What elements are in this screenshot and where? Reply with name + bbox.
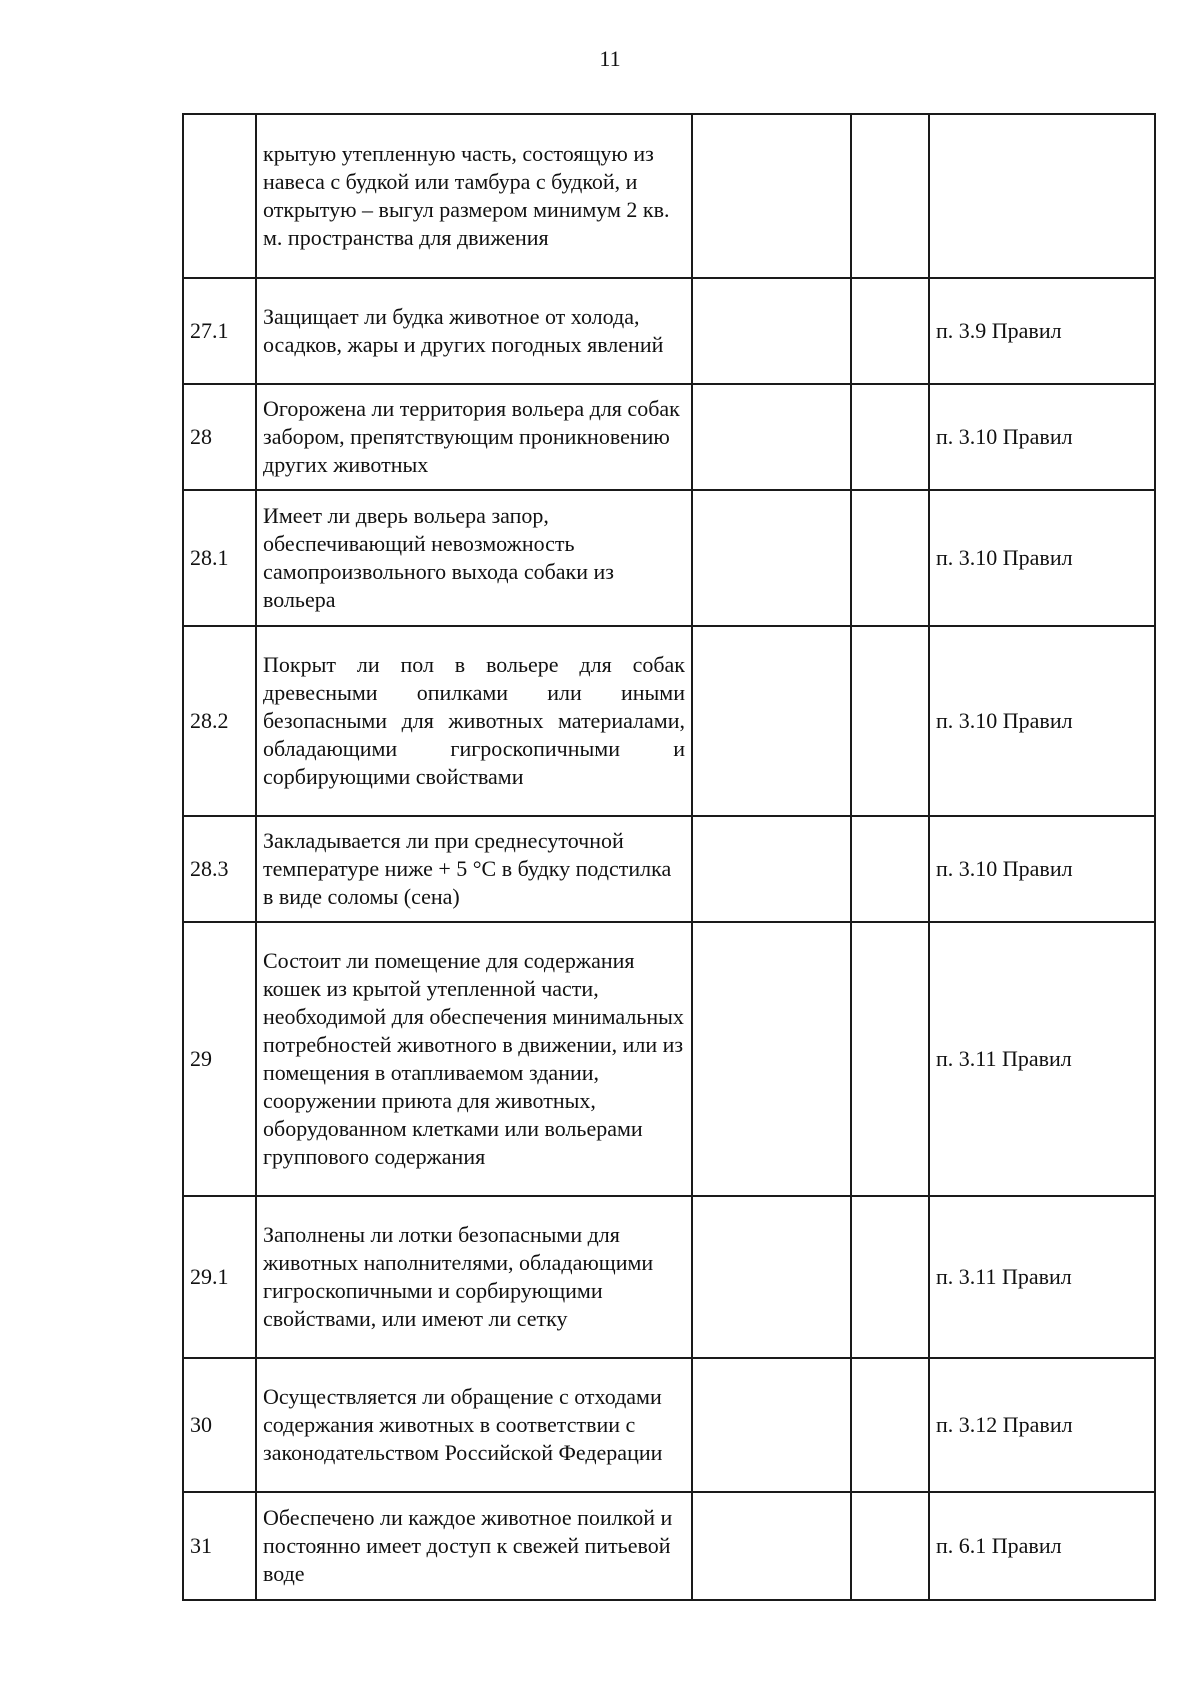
row-number: 29.1: [183, 1196, 256, 1358]
table-row: [183, 1358, 1155, 1492]
question-cell: Огорожена ли территория вольера для собак забором, препятствующим проникновению других животных: [256, 384, 692, 490]
answer-cell: [851, 626, 929, 816]
reference-cell: п. 3.10 Правил: [929, 816, 1155, 922]
row-number: 27.1: [183, 278, 256, 384]
answer-cell: [851, 114, 929, 278]
reference-cell: п. 3.12 Правил: [929, 1358, 1155, 1492]
table-row: [183, 922, 1155, 1196]
row-number: 31: [183, 1492, 256, 1600]
table-row: [183, 114, 1155, 278]
reference-cell: п. 6.1 Правил: [929, 1492, 1155, 1600]
answer-cell: [692, 1358, 851, 1492]
reference-cell: [929, 114, 1155, 278]
question-cell: Обеспечено ли каждое животное поилкой и постоянно имеет доступ к свежей питьевой воде: [256, 1492, 692, 1600]
row-number: 28.1: [183, 490, 256, 626]
answer-cell: [692, 1196, 851, 1358]
answer-cell: [692, 1492, 851, 1600]
answer-cell: [692, 384, 851, 490]
question-cell: крытую утепленную часть, состоящую из навеса с будкой или тамбура с будкой, и открытую – выгул размером минимум 2 кв. м. пространства для движения: [256, 114, 692, 278]
reference-cell: п. 3.10 Правил: [929, 384, 1155, 490]
reference-cell: п. 3.9 Правил: [929, 278, 1155, 384]
answer-cell: [851, 1196, 929, 1358]
table-row: [183, 626, 1155, 816]
row-number: 30: [183, 1358, 256, 1492]
answer-cell: [692, 114, 851, 278]
row-number: 28.2: [183, 626, 256, 816]
reference-cell: п. 3.10 Правил: [929, 626, 1155, 816]
row-number: 28: [183, 384, 256, 490]
question-cell: Закладывается ли при среднесуточной температуре ниже + 5 °С в будку подстилка в виде соломы (сена): [256, 816, 692, 922]
table-row: [183, 278, 1155, 384]
question-cell: Имеет ли дверь вольера запор, обеспечивающий невозможность самопроизвольного выхода собаки из вольера: [256, 490, 692, 626]
answer-cell: [851, 384, 929, 490]
reference-cell: п. 3.11 Правил: [929, 922, 1155, 1196]
answer-cell: [692, 278, 851, 384]
reference-cell: п. 3.10 Правил: [929, 490, 1155, 626]
answer-cell: [851, 278, 929, 384]
answer-cell: [851, 1358, 929, 1492]
answer-cell: [692, 816, 851, 922]
answer-cell: [851, 1492, 929, 1600]
table-row: [183, 490, 1155, 626]
row-number: 28.3: [183, 816, 256, 922]
question-cell: Покрыт ли пол в вольере для собак древесными опилками или иными безопасными для животных материалами, обладающими гигроскопичными и сорбирующими свойствами: [256, 626, 692, 816]
row-number: 29: [183, 922, 256, 1196]
table-row: [183, 1196, 1155, 1358]
question-cell: Заполнены ли лотки безопасными для животных наполнителями, обладающими гигроскопичными и сорбирующими свойствами, или имеют ли сетку: [256, 1196, 692, 1358]
answer-cell: [851, 490, 929, 626]
answer-cell: [692, 626, 851, 816]
row-number: [183, 114, 256, 278]
question-cell: Защищает ли будка животное от холода, осадков, жары и других погодных явлений: [256, 278, 692, 384]
question-cell: Осуществляется ли обращение с отходами содержания животных в соответствии с законодательством Российской Федерации: [256, 1358, 692, 1492]
checklist-table: [182, 113, 1156, 1601]
answer-cell: [851, 922, 929, 1196]
reference-cell: п. 3.11 Правил: [929, 1196, 1155, 1358]
table-row: [183, 816, 1155, 922]
table-row: [183, 384, 1155, 490]
question-cell: Состоит ли помещение для содержания кошек из крытой утепленной части, необходимой для обеспечения минимальных потребностей животного в движении, или из помещения в отапливаемом здании, сооружении приюта для животных, оборудованном клетками или вольерами группового содержания: [256, 922, 692, 1196]
page-number: 11: [599, 46, 621, 71]
answer-cell: [851, 816, 929, 922]
answer-cell: [692, 922, 851, 1196]
table-row: [183, 1492, 1155, 1600]
answer-cell: [692, 490, 851, 626]
